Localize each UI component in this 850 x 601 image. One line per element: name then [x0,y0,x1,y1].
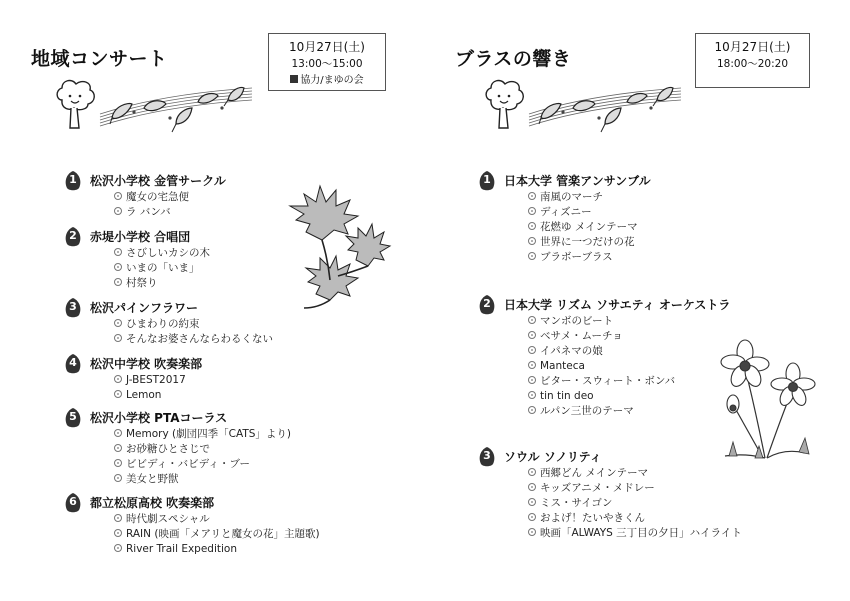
list-item: ミス・サイゴン [528,496,742,511]
list-item: いまの「いま」 [114,261,210,276]
list-item: 村祭り [114,276,210,291]
maple-leaves-illustration [282,180,392,320]
group-name: 松沢パインフラワー [90,301,199,315]
cosmos-flowers-illustration [715,338,820,468]
bullet-icon [528,331,536,339]
list-item: J-BEST2017 [114,373,186,388]
list-item: Manteca [528,359,675,374]
bullet-icon [528,391,536,399]
list-item: 世界に一つだけの花 [528,235,638,250]
list-item: およげ！たいやきくん [528,511,742,526]
bullet-icon [528,207,536,215]
left-info-box [268,33,386,91]
bullet-icon [528,316,536,324]
list-item: ディズニー [528,205,638,220]
group-name: ソウル ソノリティ [504,450,602,464]
tree-music-staff-decoration [481,78,681,138]
left-date: 10月27日(土) [289,40,365,54]
group-name: 日本大学 管楽アンサンブル [504,174,651,188]
bullet-icon [528,222,536,230]
list-item: tin tin deo [528,389,675,404]
list-item: River Trail Expedition [114,542,320,557]
bullet-icon [114,278,122,286]
right-program-column [425,0,850,601]
leaf-number-badge: 6 [64,492,82,514]
list-item: そんなお婆さんならわるくない [114,332,273,347]
left-cooperation [269,73,385,88]
bullet-icon [114,207,122,215]
group-name: 松沢小学校 金管サークル [90,174,226,188]
bullet-icon [528,376,536,384]
bullet-icon [114,263,122,271]
bullet-icon [528,237,536,245]
group-name: 松沢小学校 PTAコーラス [90,411,228,425]
list-item: ルパン三世のテーマ [528,404,675,419]
list-item: ブラボーブラス [528,250,638,265]
list-item: マンボのビート [528,314,675,329]
group-name: 赤堤小学校 合唱団 [90,230,191,244]
group-name: 都立松原高校 吹奏楽部 [90,496,215,510]
bullet-icon [528,192,536,200]
right-time: 18:00〜20:20 [716,58,789,70]
list-item: 魔女の宅急便 [114,190,189,205]
list-item: イパネマの娘 [528,344,675,359]
group-name: 松沢中学校 吹奏楽部 [90,357,203,371]
leaf-number-badge: 3 [64,297,82,319]
right-info-box [695,33,810,88]
bullet-icon [528,361,536,369]
list-item: ビビディ・バビディ・ブー [114,457,291,472]
bullet-icon [528,252,536,260]
bullet-icon [528,513,536,521]
bullet-icon [114,334,122,342]
leaf-number-badge: 1 [64,170,82,192]
list-item: さびしいカシの木 [114,246,210,261]
bullet-icon [114,514,122,522]
leaf-number-badge: 1 [478,170,496,192]
bullet-icon [114,375,122,383]
bullet-icon [114,474,122,482]
list-item: ひまわりの約束 [114,317,273,332]
bullet-icon [114,248,122,256]
list-item: 西郷どん メインテーマ [528,466,742,481]
leaf-number-badge: 5 [64,407,82,429]
right-title: ブラスの響き [455,48,572,70]
list-item: Memory (劇団四季「CATS」より) [114,427,291,442]
bullet-icon [528,468,536,476]
list-item: 美女と野獣 [114,472,291,487]
list-item: キッズアニメ・メドレー [528,481,742,496]
group-name: 日本大学 リズム ソサエティ オーケストラ [504,298,731,312]
bullet-icon [528,406,536,414]
bullet-icon [114,192,122,200]
list-item: 時代劇スペシャル [114,512,320,527]
leaf-number-badge: 2 [478,294,496,316]
list-item: RAIN (映画「メアリと魔女の花」主題歌) [114,527,320,542]
bullet-icon [114,429,122,437]
leaf-number-badge: 4 [64,353,82,375]
left-title: 地域コンサート [31,48,168,70]
bullet-icon [114,529,122,537]
list-item: 花燃ゆ メインテーマ [528,220,638,235]
list-item: お砂糖ひとさじで [114,442,291,457]
right-date: 10月27日(土) [714,40,791,54]
square-icon [290,75,298,83]
tree-music-staff-decoration [52,78,252,138]
leaf-number-badge: 3 [478,446,496,468]
bullet-icon [114,319,122,327]
list-item: Lemon [114,388,186,403]
bullet-icon [528,528,536,536]
list-item: ベサメ・ムーチョ [528,329,675,344]
bullet-icon [114,544,122,552]
list-item: 南風のマーチ [528,190,638,205]
list-item: 映画「ALWAYS 三丁目の夕日」ハイライト [528,526,742,541]
left-cooperation-text: 協力/まゆの会 [300,75,364,86]
bullet-icon [528,346,536,354]
left-time: 13:00〜15:00 [291,58,363,70]
bullet-icon [114,390,122,398]
leaf-number-badge: 2 [64,226,82,248]
list-item: ビター・スウィート・ボンバ [528,374,675,389]
bullet-icon [528,498,536,506]
bullet-icon [114,459,122,467]
list-item: ラ バンバ [114,205,189,220]
bullet-icon [114,444,122,452]
bullet-icon [528,483,536,491]
